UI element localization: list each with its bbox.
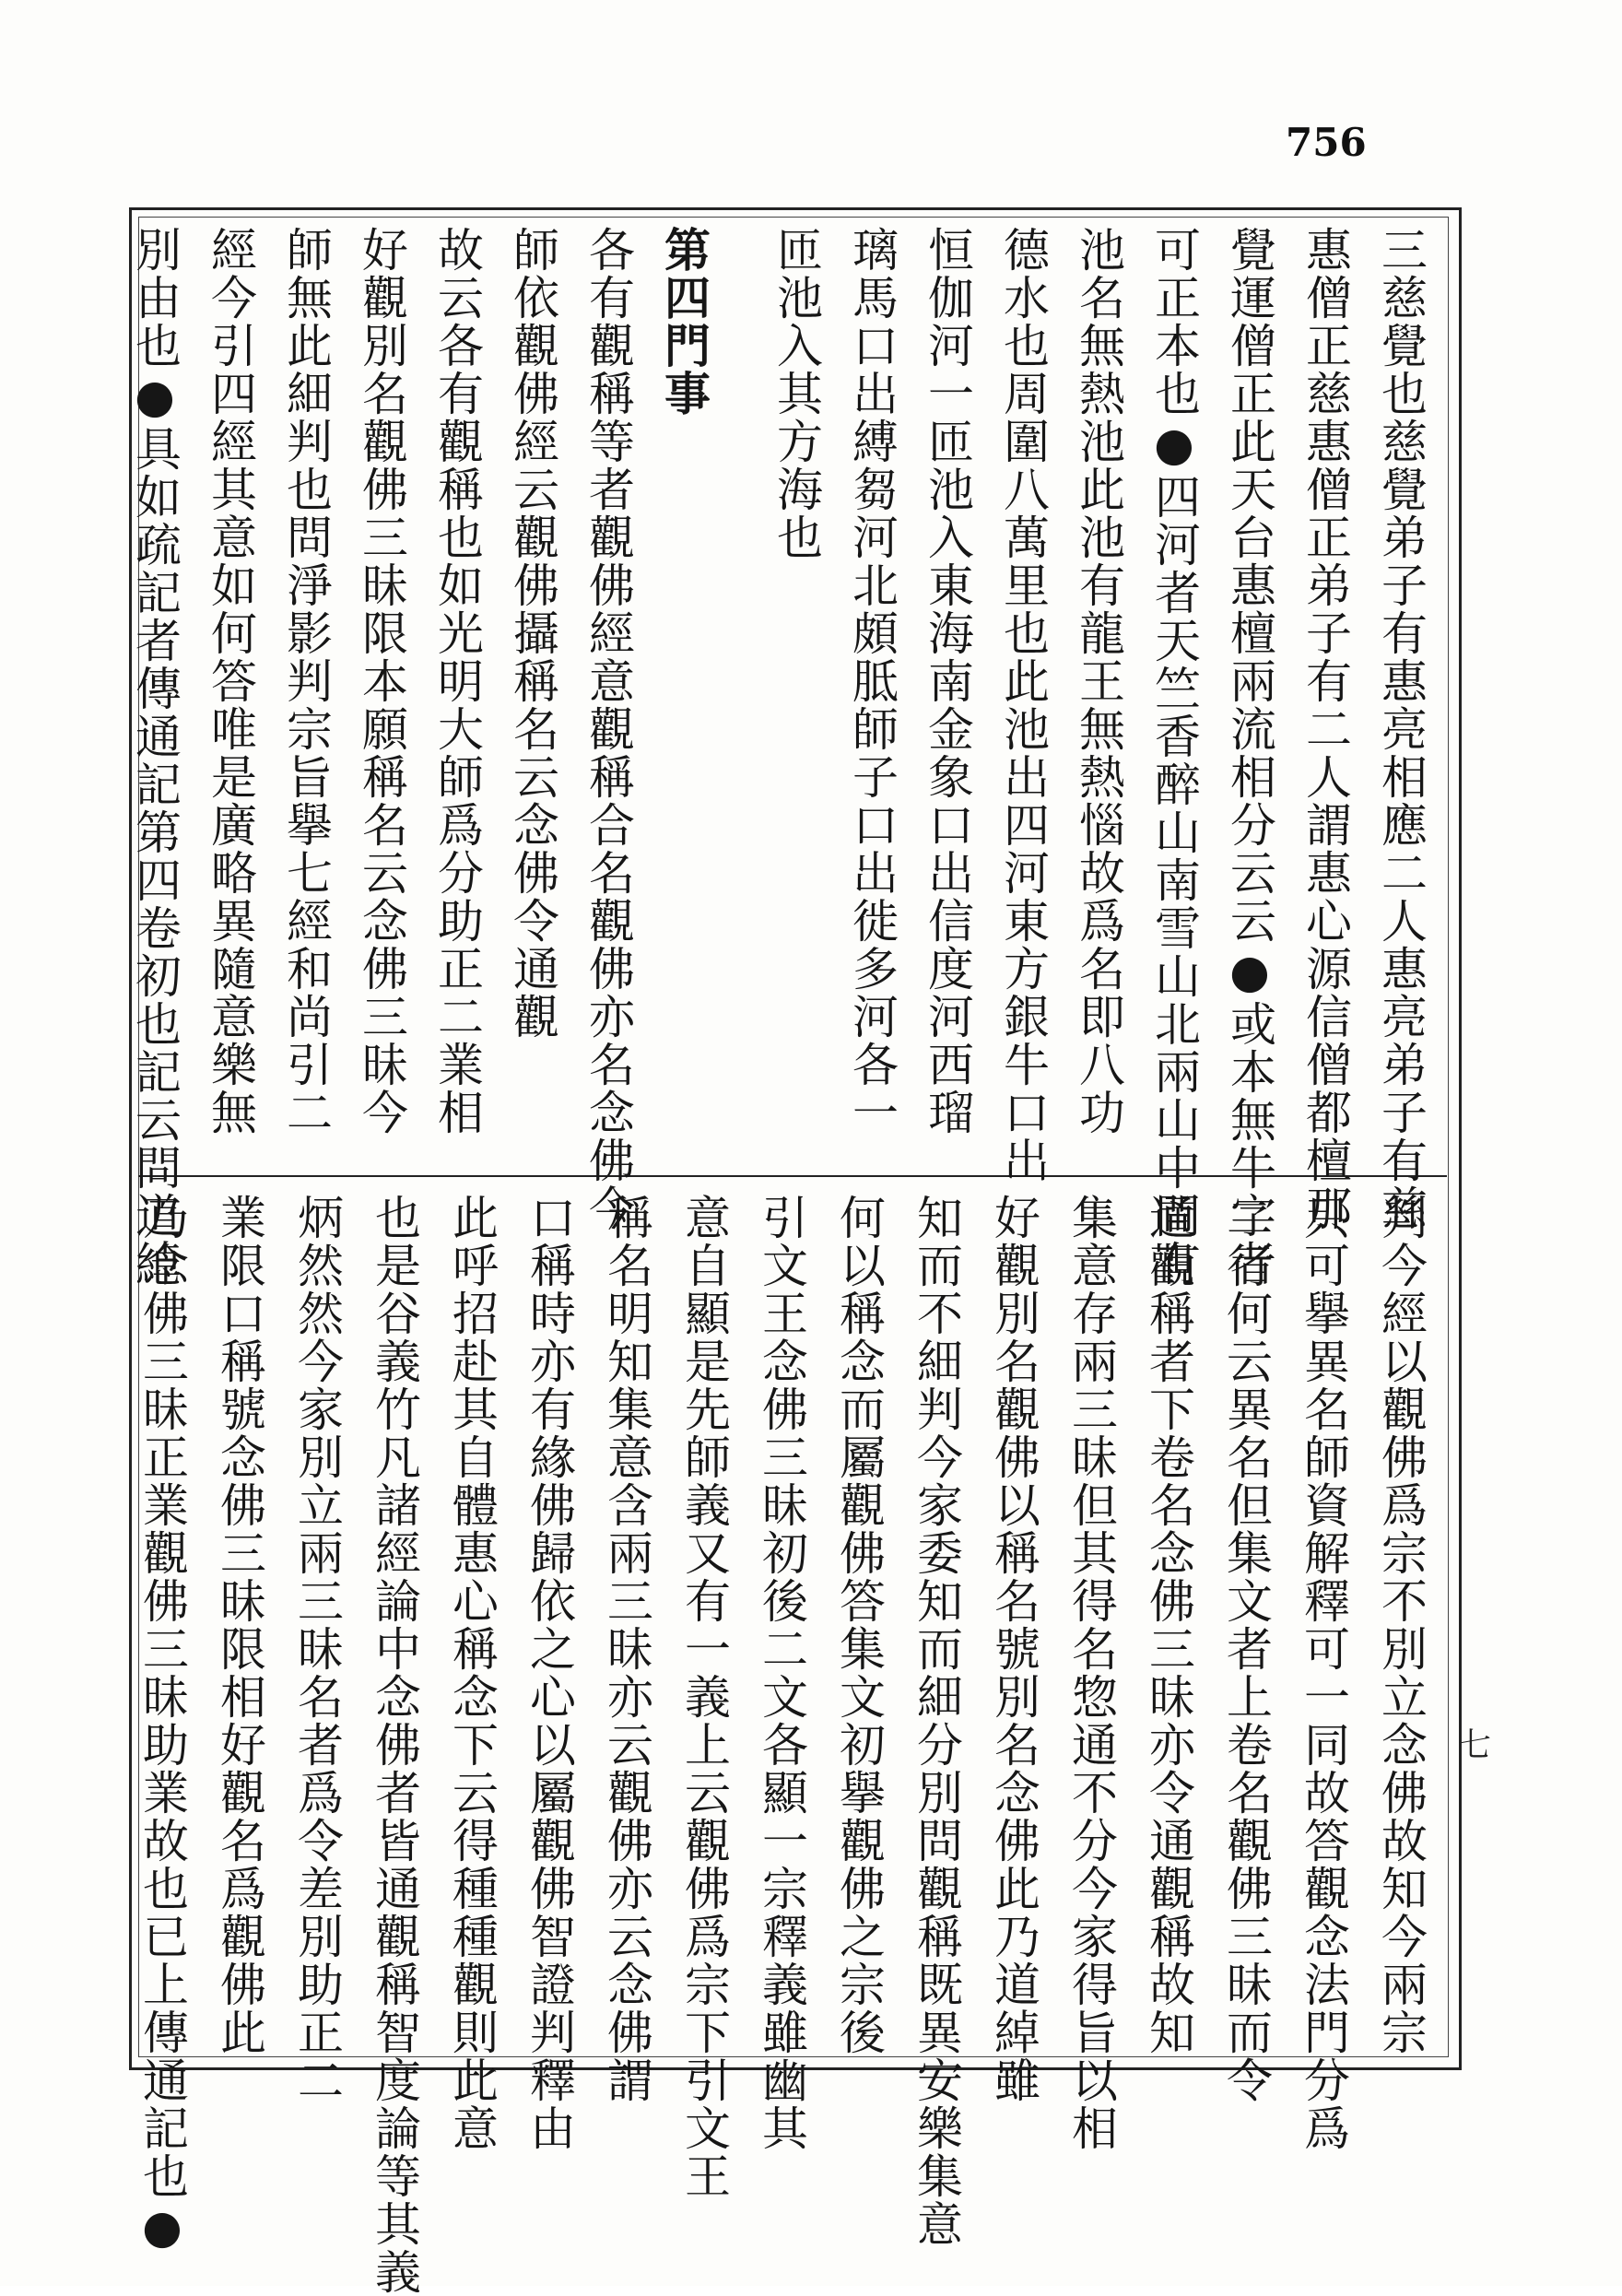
text-column: 匝池入其方海也	[770, 226, 823, 561]
text-column: 集意存兩三昧但其得名惣通不分今家得旨以相	[1064, 1194, 1118, 2152]
text-column: 通觀稱者下卷名念佛三昧亦令通觀稱故知	[1142, 1194, 1195, 2056]
text-column: 好觀別名觀佛三昧限本願稱名云念佛三昧今	[355, 226, 408, 1136]
text-column: 池名無熱池此池有龍王無熱惱故爲名即八功	[1072, 226, 1125, 1136]
text-column: 炳然然今家別立兩三昧名者爲令差別助正二	[290, 1194, 344, 2104]
text-column: 稱名明知集意含兩三昧亦云觀佛亦云念佛謂	[600, 1194, 653, 2104]
margin-mark: 七	[1458, 1726, 1492, 1764]
page-number: 756	[1286, 120, 1367, 165]
text-column: 師無此細判也問淨影判宗旨擧七經和尚引二	[279, 226, 333, 1136]
column-gap	[707, 226, 744, 1157]
text-column: 璃馬口出縛芻河北頗胝師子口出徙多河各一	[845, 226, 899, 1136]
text-column: 惠僧正慈惠僧正弟子有二人謂惠心源信僧都檀那	[1299, 226, 1352, 1232]
text-column: 德水也周圍八萬里也此池出四河東方銀牛口出	[996, 226, 1050, 1184]
text-column: 二行何云異名但集文者上卷名觀佛三昧而令	[1219, 1194, 1273, 2104]
text-column: 各有觀稱等者觀佛經意觀稱合名觀佛亦名念佛今	[582, 226, 635, 1232]
text-column: 業限口稱號念佛三昧限相好觀名爲觀佛此	[213, 1194, 266, 2056]
text-column: 知而不細判今家委知而細分別問觀稱既異安樂集意	[910, 1194, 963, 2248]
text-column: 別由也●具如疏記者傳通記第四卷初也記云問道綽	[128, 226, 182, 1288]
text-column: 口稱時亦有緣佛歸依之心以屬觀佛智證判釋由	[523, 1194, 576, 2152]
bottom-text-panel	[135, 1194, 1428, 2296]
text-column: 覺運僧正此天台惠檀兩流相分云云●或本無牛字者	[1223, 226, 1276, 1288]
text-column: 引文王念佛三昧初後二文各顯一宗釋義雖幽其	[755, 1194, 808, 2152]
text-column: 乃念佛三昧正業觀佛三昧助業故也已上傳通記也●	[135, 1194, 189, 2255]
text-column: 也是谷義竹凡諸經論中念佛者皆通觀稱智度論等其義	[368, 1194, 421, 2296]
text-column: 意自顯是先師義又有一義上云觀佛爲宗下引文王	[677, 1194, 731, 2200]
text-column: 三慈覺也慈覺弟子有惠亮相應二人惠亮弟子有慈	[1374, 226, 1428, 1232]
text-column: 只可擧異名師資解釋可一同故答觀念法門分爲	[1297, 1194, 1350, 2152]
top-text-panel	[128, 226, 1428, 1288]
text-column: 何以稱念而屬觀佛答集文初擧觀佛之宗後	[832, 1194, 886, 2056]
text-column: 此呼招赴其自體惠心稱念下云得種種觀則此意	[445, 1194, 499, 2152]
text-column: 故云各有觀稱也如光明大師爲分助正二業相	[430, 226, 484, 1136]
section-heading: 第四門事	[657, 226, 711, 418]
text-column: 經今引四經其意如何答唯是廣略異隨意樂無	[204, 226, 257, 1136]
text-column: 好觀別名觀佛以稱名號別名念佛此乃道綽雖	[987, 1194, 1040, 2104]
text-column: 師依觀佛經云觀佛攝稱名云念佛令通觀	[506, 226, 559, 1041]
text-column: 可正本也●四河者天竺香醉山南雪山北兩山中間有	[1147, 226, 1201, 1288]
text-column: 恒伽河一匝池入東海南金象口出信度河西瑠	[921, 226, 974, 1136]
text-column: 判今經以觀佛爲宗不別立念佛故知今兩宗	[1374, 1194, 1428, 2056]
